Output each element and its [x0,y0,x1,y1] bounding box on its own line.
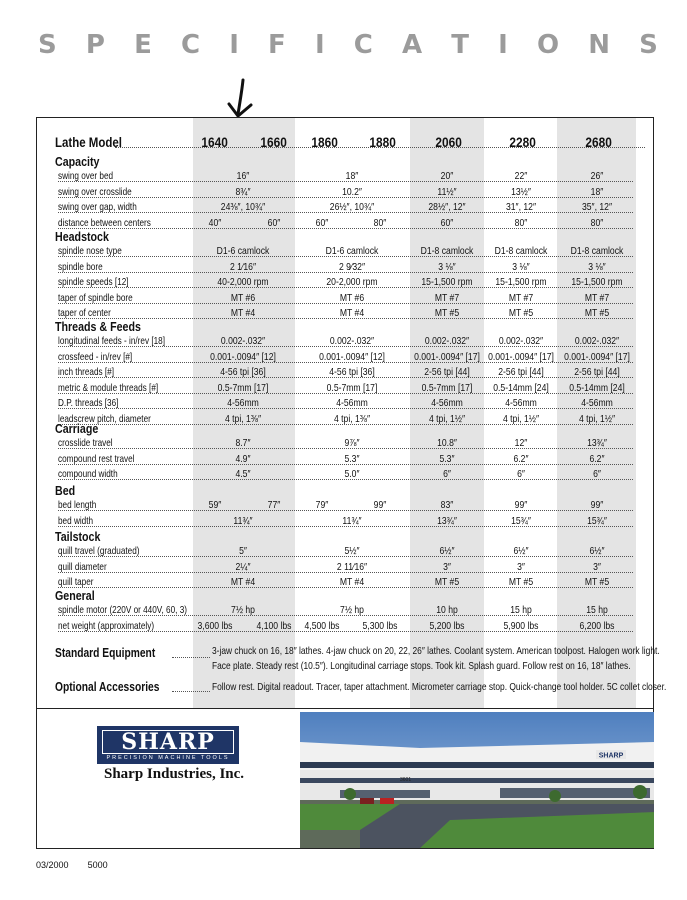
spec-label: taper of center [58,307,111,319]
spec-value: D1-8 camlock [494,245,548,257]
spec-value: 99″ [514,499,528,511]
spec-value: 99″ [590,499,604,511]
spec-value: 3 ⅛″ [588,260,606,273]
spec-value: 18″ [345,170,359,182]
optional-accessories-label: Optional Accessories [55,680,160,694]
spec-label: crossfeed - in/rev [#] [58,350,133,363]
spec-value: 10.8″ [437,437,457,449]
section-heading: Headstock [55,229,109,244]
model-1640-header: 1640 [201,134,228,150]
spec-value: 3 ⅛″ [438,260,456,273]
spec-value: 5.0″ [344,468,360,480]
spec-value: MT #5 [584,307,610,319]
leader-dots [172,691,210,692]
spec-value: 59″ [208,499,222,511]
spec-value: 4 tpi, 1½″ [578,412,616,425]
arrow-down-icon [226,78,256,120]
logo-tagline: PRECISION MACHINE TOOLS [106,755,230,761]
spec-value: 60″ [267,216,281,229]
spec-row [58,366,638,380]
title-letter: N [588,30,611,60]
spec-row [58,397,638,411]
spec-value: 4-56mm [505,397,537,409]
spec-value: 0.001-.0094″ [12] [210,350,276,363]
spec-value: 6½″ [589,545,605,557]
spec-label: longitudinal feeds - in/rev [18] [58,335,165,347]
spec-value: 77″ [267,499,281,511]
headquarters-photo [300,712,654,848]
spec-value: 2 1⁄16″ [229,260,257,273]
spec-label: net weight (approximately) [58,619,155,632]
spec-label: swing over crosslide [58,185,132,198]
spec-value: 99″ [373,499,387,511]
spec-value: D1-6 camlock [325,245,379,257]
spec-value: 15¾″ [587,514,607,527]
spec-value: 4 tpi, 1⅜″ [333,412,371,425]
spec-value: 4 tpi, 1½″ [428,412,466,425]
spec-label: taper of spindle bore [58,291,133,304]
title-letter: S [38,30,57,60]
spec-value: MT #4 [339,576,365,588]
spec-label: crosslide travel [58,437,113,449]
spec-value: D1-8 camlock [570,245,624,257]
section-heading: Bed [55,483,76,498]
spec-row [58,201,638,215]
spec-value: 4-56 tpi [36] [220,366,266,378]
spec-value: 2 9⁄32″ [338,260,366,273]
spec-value: 20″ [440,170,454,182]
spec-row [58,453,638,467]
spec-label: compound rest travel [58,452,135,465]
title-letter: I [498,30,508,60]
spec-row [58,170,638,184]
spec-label: bed length [58,499,97,511]
spec-row [58,292,638,306]
standard-equipment-line: 3-jaw chuck on 16, 18″ lathes. 4-jaw chuck on 20, 22, 26″ lathes. Coolant system. American toolpost. Halogen work light. [212,645,660,657]
spec-value: 26″ [590,170,604,182]
standard-equipment-text [212,644,660,674]
spec-value: 7½ hp [340,604,364,616]
section-heading: General [55,588,95,603]
spec-value: 15 hp [586,604,608,616]
spec-value: 3,600 lbs [197,619,233,632]
building-number: 3601 [400,777,412,783]
spec-value: 15-1,500 rpm [571,276,623,288]
spec-label: spindle bore [58,260,103,273]
company-name: Sharp Industries, Inc. [104,766,245,782]
title-letter: I [229,30,239,60]
spec-value: 5.3″ [439,452,455,465]
spec-row [58,545,638,559]
spec-value: 0.001-.0094″ [12] [319,350,385,363]
spec-value: 13¾″ [587,437,607,449]
optional-accessories-text [212,680,667,695]
building-sign: SHARP [598,752,624,760]
spec-value: MT #6 [339,291,365,304]
spec-row [58,276,638,290]
title-letter: S [639,30,658,60]
spec-value: 26½″, 10¾″ [329,201,375,213]
spec-label: spindle motor (220V or 440V, 60, 3) [58,604,188,616]
title-letter: O [537,30,560,60]
model-2680-header: 2680 [585,134,612,150]
spec-value: 3″ [593,560,601,573]
spec-value: 12″ [514,437,528,449]
spec-value: 0.5-7mm [17] [326,381,378,394]
spec-label: D.P. threads [36] [58,397,119,409]
spec-value: D1-6 camlock [216,245,270,257]
spec-row [58,437,638,451]
spec-label: metric & module threads [#] [58,381,159,394]
spec-value: 11¾″ [342,514,362,527]
spec-row [58,186,638,200]
title-letter: I [314,30,325,60]
spec-value: 4 tpi, 1⅜″ [224,412,262,425]
spec-value: 10.2″ [342,185,362,198]
spec-value: MT #4 [339,307,365,319]
spec-value: MT #6 [230,291,256,304]
spec-value: 0.002-.032″ [329,335,375,347]
spec-row [58,515,638,529]
spec-label: inch threads [#] [58,366,115,378]
spec-label: swing over gap, width [58,201,137,213]
spec-value: 2-56 tpi [44] [424,366,470,378]
spec-value: 0.5-7mm [17] [421,381,473,394]
spec-value: MT #7 [508,291,534,304]
spec-value: MT #4 [230,576,256,588]
footer-date: 03/2000 [36,860,69,870]
model-header-row [55,134,645,152]
title-letter: E [134,30,152,60]
standard-equipment-line: Face plate. Steady rest (10.5″). Longitudinal carriage stops. Took kit. Splash guard. Follow rest on 16, 18″ lathes. [212,660,631,672]
title-letter: F [268,30,286,60]
spec-value: 15 hp [510,604,532,616]
spec-row [58,468,638,482]
spec-value: 6.2″ [513,452,529,465]
title-letter: A [402,30,423,60]
spec-value: 4-56mm [227,397,259,409]
spec-value: 28½″, 12″ [428,201,466,213]
title-letter: T [451,30,470,60]
spec-row [58,382,638,396]
spec-value: MT #4 [230,307,256,319]
spec-row [58,604,638,618]
title-letter: P [85,30,105,60]
spec-value: 0.5-14mm [24] [569,381,625,394]
spec-value: MT #7 [584,291,610,304]
spec-value: MT #5 [508,576,534,588]
spec-value: 0.001-.0094″ [17] [414,350,480,363]
spec-label: compound width [58,468,118,480]
spec-value: 0.5-7mm [17] [217,381,269,394]
spec-value: 6″ [517,468,525,480]
section-heading: Threads & Feeds [55,319,141,334]
spec-value: 6½″ [439,545,455,557]
spec-value: 60″ [315,216,329,229]
spec-value: 0.002-.032″ [220,335,266,347]
spec-value: 0.002-.032″ [574,335,620,347]
spec-value: 15-1,500 rpm [495,276,547,288]
footer [36,860,108,870]
logo-wordmark: SHARP [102,730,234,754]
spec-value: 5″ [239,545,247,557]
sharp-logo [97,726,239,764]
spec-value: 22″ [514,170,528,182]
section-heading: Tailstock [55,529,101,544]
spec-value: 0.001-.0094″ [17] [488,350,554,363]
spec-label: spindle speeds [12] [58,276,129,288]
spec-value: D1-8 camlock [420,245,474,257]
section-heading: Carriage [55,421,99,436]
standard-equipment-label: Standard Equipment [55,646,156,660]
spec-value: MT #5 [434,576,460,588]
spec-value: 0.002-.032″ [424,335,470,347]
spec-value: 4.5″ [235,468,251,480]
spec-label: bed width [58,514,94,527]
spec-value: 40-2,000 rpm [217,276,269,288]
spec-row [58,620,638,634]
table-divider [37,708,653,709]
spec-value: 15-1,500 rpm [421,276,473,288]
spec-value: 4,500 lbs [304,619,340,632]
model-1660-header: 1660 [260,134,287,150]
spec-value: 24⅜″, 10¾″ [220,201,266,213]
spec-row [58,335,638,349]
spec-value: 9⅞″ [344,437,360,449]
spec-row [58,245,638,259]
spec-value: 5,300 lbs [362,619,398,632]
spec-value: MT #7 [434,291,460,304]
leader-dots [58,510,633,511]
page-title [38,30,658,60]
spec-value: 80″ [373,216,387,229]
spec-value: 0.002-.032″ [498,335,544,347]
spec-value: 4-56mm [581,397,613,409]
spec-value: 5½″ [344,545,360,557]
spec-value: MT #5 [434,307,460,319]
spec-value: 13¾″ [437,514,457,527]
spec-value: 7½ hp [231,604,255,616]
spec-value: 20-2,000 rpm [326,276,378,288]
spec-value: 10 hp [436,604,458,616]
spec-row [58,561,638,575]
spec-value: 8.7″ [235,437,251,449]
spec-value: 11½″ [437,185,457,198]
spec-label: spindle nose type [58,245,122,257]
spec-value: 4,100 lbs [256,619,292,632]
spec-value: 31″, 12″ [505,201,537,213]
spec-value: 13½″ [511,185,531,198]
spec-value: 2-56 tpi [44] [574,366,620,378]
spec-value: 6″ [443,468,451,480]
spec-value: 11¾″ [233,514,253,527]
spec-row [58,576,638,590]
spec-value: 18″ [590,185,604,198]
spec-value: 5,900 lbs [503,619,539,632]
header-label: Lathe Model [55,134,122,150]
spec-row [58,217,638,231]
spec-value: 83″ [440,499,454,511]
model-2280-header: 2280 [509,134,536,150]
spec-row [58,307,638,321]
spec-value: 80″ [514,216,528,229]
spec-value: 40″ [208,216,222,229]
leader-dots [172,657,210,658]
spec-value: 80″ [590,216,604,229]
optional-accessories-line: Follow rest. Digital readout. Tracer, taper attachment. Micrometer carriage stop. Quick-change tool holder. 5C collet closer. [212,681,667,693]
spec-value: 4.9″ [235,452,251,465]
spec-value: 8¾″ [235,185,251,198]
spec-label: quill diameter [58,560,107,573]
spec-label: swing over bed [58,170,114,182]
model-1860-header: 1860 [311,134,338,150]
spec-row [58,499,638,513]
spec-value: 2¼″ [235,560,251,573]
model-1880-header: 1880 [369,134,396,150]
spec-label: leadscrew pitch, diameter [58,412,151,425]
spec-value: 6,200 lbs [579,619,615,632]
spec-value: 35″, 12″ [581,201,613,213]
spec-value: 79″ [315,499,329,511]
spec-value: 3″ [517,560,525,573]
spec-value: 16″ [236,170,250,182]
spec-row [58,413,638,427]
spec-value: 4-56mm [336,397,368,409]
footer-code: 5000 [87,860,108,870]
model-2060-header: 2060 [435,134,462,150]
spec-value: 60″ [440,216,454,229]
title-letter: C [353,30,373,60]
spec-value: 15¾″ [511,514,531,527]
spec-value: 4-56 tpi [36] [329,366,375,378]
spec-value: 6″ [593,468,601,480]
spec-value: 0.5-14mm [24] [493,381,549,394]
spec-value: 3″ [443,560,451,573]
spec-value: 5.3″ [344,452,360,465]
spec-value: MT #5 [508,307,534,319]
spec-value: 6½″ [513,545,529,557]
spec-value: 0.001-.0094″ [17] [564,350,630,363]
section-heading: Capacity [55,154,100,169]
spec-value: 5,200 lbs [429,619,465,632]
spec-value: 2-56 tpi [44] [498,366,544,378]
spec-value: 4 tpi, 1½″ [502,412,540,425]
spec-row [58,261,638,275]
spec-value: 3 ⅛″ [512,260,530,273]
title-letter: C [180,30,201,60]
spec-value: 4-56mm [431,397,463,409]
spec-label: distance between centers [58,216,151,229]
spec-label: quill taper [58,576,94,588]
spec-value: MT #5 [584,576,610,588]
spec-row [58,351,638,365]
spec-value: 2 11⁄16″ [336,560,368,573]
spec-value: 6.2″ [589,452,605,465]
spec-label: quill travel (graduated) [58,545,140,557]
